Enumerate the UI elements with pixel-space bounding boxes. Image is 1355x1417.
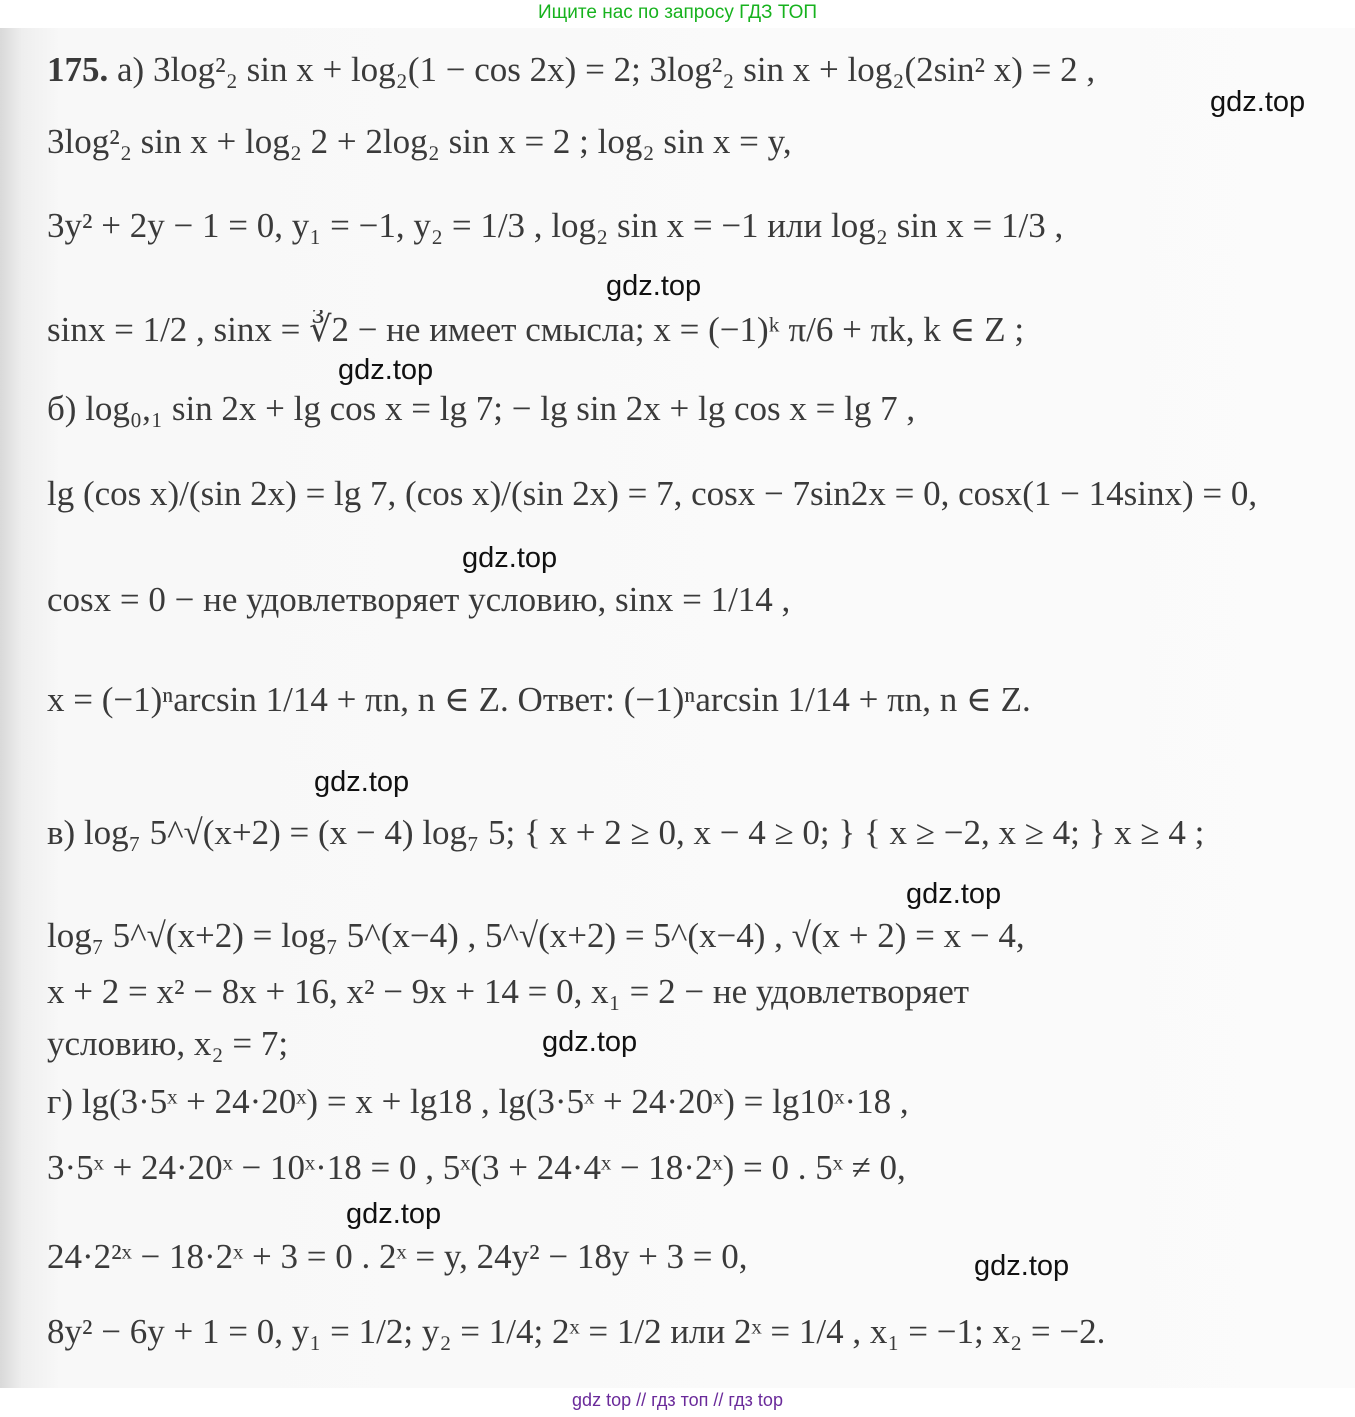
solution-line: 3·5ˣ + 24·20ˣ − 10ˣ·18 = 0 , 5ˣ(3 + 24·4ˣ − 18·2ˣ) = 0 . 5ˣ ≠ 0, [47, 1148, 906, 1187]
solution-line: log₇ 5^√(x+2) = log₇ 5^(x−4) , 5^√(x+2) = 5^(x−4) , √(x + 2) = x − 4, [47, 916, 1025, 955]
top-banner: Ищите нас по запросу ГДЗ ТОП [537, 2, 818, 23]
watermark: gdz.top [314, 766, 410, 798]
watermark: gdz.top [906, 878, 1002, 910]
solution-line: 3y² + 2y − 1 = 0, y₁ = −1, y₂ = 1/3 , log₂ sin x = −1 или log₂ sin x = 1/3 , [47, 206, 1064, 245]
footer-banner: gdz top // гдз топ // гдз top [572, 1390, 783, 1410]
solution-line: sinx = 1/2 , sinx = ∛2 − не имеет смысла; x = (−1)ᵏ π/6 + πk, k ∈ Z ; [47, 310, 1025, 349]
solution-line: 24·2²ˣ − 18·2ˣ + 3 = 0 . 2ˣ = y, 24y² − 18y + 3 = 0, [47, 1237, 748, 1276]
watermark: gdz.top [1210, 86, 1306, 118]
problem-number: 175. [47, 50, 109, 89]
solution-line: x = (−1)ⁿarcsin 1/14 + πn, n ∈ Z. Ответ: (−1)ⁿarcsin 1/14 + πn, n ∈ Z. [47, 680, 1031, 719]
solution-line: в) log₇ 5^√(x+2) = (x − 4) log₇ 5; { x + 2 ≥ 0, x − 4 ≥ 0; } { x ≥ −2, x ≥ 4; } x ≥ 4 ; [47, 813, 1205, 852]
solution-line: cosx = 0 − не удовлетворяет условию, sinx = 1/14 , [47, 580, 791, 619]
solution-line: 3log²₂ sin x + log₂ 2 + 2log₂ sin x = 2 ; log₂ sin x = y, [47, 122, 792, 161]
watermark: gdz.top [542, 1026, 638, 1058]
watermark: gdz.top [974, 1250, 1070, 1282]
solution-line: б) log₀,₁ sin 2x + lg cos x = lg 7; − lg sin 2x + lg cos x = lg 7 , [47, 389, 916, 428]
solution-line: x + 2 = x² − 8x + 16, x² − 9x + 14 = 0, x₁ = 2 − не удовлетворяет [47, 972, 970, 1011]
watermark: gdz.top [346, 1198, 442, 1230]
solution-line: lg (cos x)/(sin 2x) = lg 7, (cos x)/(sin 2x) = 7, cosx − 7sin2x = 0, cosx(1 − 14sinx) = 0, [47, 474, 1258, 513]
watermark: gdz.top [338, 354, 434, 386]
solution-line: 175. а) 3log²₂ sin x + log₂(1 − cos 2x) = 2; 3log²₂ sin x + log₂(2sin² x) = 2 , [47, 50, 1096, 89]
solution-line: условию, x₂ = 7; [47, 1024, 289, 1063]
solution-line: 8y² − 6y + 1 = 0, y₁ = 1/2; y₂ = 1/4; 2ˣ = 1/2 или 2ˣ = 1/4 , x₁ = −1; x₂ = −2. [47, 1312, 1106, 1351]
watermark: gdz.top [606, 270, 702, 302]
watermark: gdz.top [462, 542, 558, 574]
solution-line: г) lg(3·5ˣ + 24·20ˣ) = x + lg18 , lg(3·5ˣ + 24·20ˣ) = lg10ˣ·18 , [47, 1082, 909, 1121]
